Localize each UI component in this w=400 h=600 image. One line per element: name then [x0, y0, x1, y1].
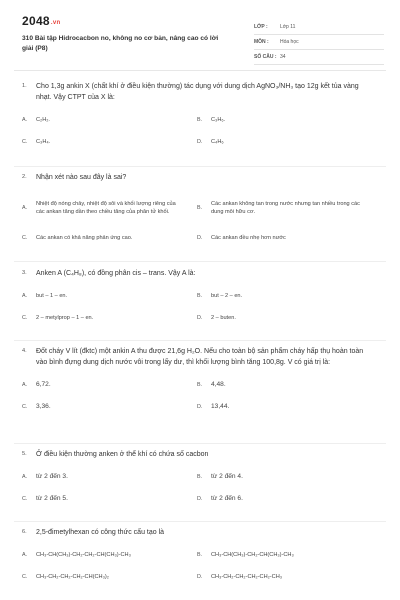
option-text: CH₃-CH₂-CH₂-CH₂-CH₂-CH₃: [211, 574, 283, 580]
meta-label: SỐ CÂU :: [254, 54, 277, 60]
question-header: [22, 527, 372, 538]
option-letter: C.: [22, 574, 28, 580]
options-grid: [22, 189, 372, 249]
option-text: từ 2 đến 3.: [36, 473, 68, 480]
meta-row-subject: [254, 35, 384, 50]
option-letter: D.: [197, 574, 203, 580]
option-d[interactable]: [197, 131, 372, 153]
question-text: Anken A (C₄H₈), có đồng phân cis – trans. Vậy A là:: [36, 270, 196, 277]
option-text: Các ankan không tan trong nước nhưng tan nhiều trong các dung môi hữu cơ.: [211, 200, 360, 215]
option-c[interactable]: [22, 488, 197, 510]
option-letter: B.: [197, 117, 203, 123]
question-5: [22, 449, 372, 510]
question-divider: [14, 340, 386, 341]
option-b[interactable]: [197, 189, 372, 227]
option-text: Các ankan có khả năng phản ứng cao.: [36, 235, 133, 241]
option-b[interactable]: [197, 466, 372, 488]
option-letter: A.: [22, 117, 28, 123]
option-text: 2 – metylprop – 1 – en.: [36, 315, 94, 321]
question-divider: [14, 521, 386, 522]
options-grid: [22, 466, 372, 510]
question-header: [22, 268, 372, 279]
option-letter: C.: [22, 496, 28, 502]
question-2: [22, 172, 372, 249]
question-header: [22, 449, 372, 460]
option-text: C₂H₂.: [36, 117, 50, 123]
question-divider: [14, 166, 386, 167]
option-c[interactable]: [22, 131, 197, 153]
site-logo[interactable]: [22, 14, 60, 28]
question-text: 2,5-đimetylhexan có công thức cấu tạo là: [36, 529, 165, 536]
options-grid: [22, 544, 372, 588]
option-letter: B.: [197, 552, 203, 558]
option-b[interactable]: [197, 285, 372, 307]
meta-row-class: [254, 20, 384, 35]
option-letter: A.: [22, 474, 28, 480]
option-letter: A.: [22, 205, 28, 211]
option-a[interactable]: [22, 466, 197, 488]
question-header: [22, 346, 372, 368]
option-letter: D.: [197, 235, 203, 241]
option-text: Các ankan đều nhẹ hơn nước: [211, 235, 286, 241]
meta-label: MÔN :: [254, 39, 269, 45]
option-letter: D.: [197, 315, 203, 321]
option-text: but – 2 – en.: [211, 293, 243, 299]
option-d[interactable]: [197, 488, 372, 510]
question-number: 1.: [22, 83, 27, 89]
header-divider: [14, 70, 386, 71]
question-number: 3.: [22, 270, 27, 276]
option-c[interactable]: [22, 227, 197, 249]
option-b[interactable]: [197, 109, 372, 131]
options-grid: [22, 109, 372, 153]
option-letter: D.: [197, 139, 203, 145]
meta-info: [254, 20, 384, 65]
question-number: 4.: [22, 348, 27, 354]
option-c[interactable]: [22, 396, 197, 418]
question-text: Ở điều kiện thường anken ở thể khí có chứa số cacbon: [36, 451, 209, 458]
question-divider: [14, 443, 386, 444]
option-text: C₃H₄.: [36, 139, 51, 145]
option-text: CH₃-CH₂-CH₂-CH₂-CH(CH₃)₂: [36, 574, 109, 580]
option-text: CH₃-CH(CH₃)-CH₂-CH₂-CH(CH₃)-CH₃: [36, 552, 131, 558]
option-letter: C.: [22, 404, 28, 410]
question-number: 6.: [22, 529, 27, 535]
option-c[interactable]: [22, 566, 197, 588]
option-letter: C.: [22, 139, 28, 145]
option-letter: A.: [22, 552, 28, 558]
option-text: C₄H₆: [211, 139, 224, 145]
option-letter: B.: [197, 382, 203, 388]
option-letter: A.: [22, 293, 28, 299]
question-text: Nhận xét nào sau đây là sai?: [36, 174, 127, 181]
option-letter: D.: [197, 496, 203, 502]
option-text: 3,36.: [36, 403, 51, 410]
option-text: Nhiệt độ nóng chảy, nhiệt độ sôi và khối lượng riêng của các ankan tăng dần theo chiều tăng của phân tử khối.: [36, 200, 176, 215]
option-text: từ 2 đến 6.: [211, 495, 243, 502]
option-a[interactable]: [22, 109, 197, 131]
option-b[interactable]: [197, 374, 372, 396]
meta-label: LỚP :: [254, 24, 268, 30]
option-text: từ 2 đến 5.: [36, 495, 68, 502]
option-text: but – 1 – en.: [36, 293, 68, 299]
option-a[interactable]: [22, 285, 197, 307]
question-3: [22, 268, 372, 329]
question-header: [22, 172, 372, 183]
question-4: [22, 346, 372, 418]
option-c[interactable]: [22, 307, 197, 329]
question-1: [22, 81, 372, 153]
option-d[interactable]: [197, 227, 372, 249]
logo-text: 2048: [22, 14, 50, 28]
option-text: 2 – buten.: [211, 315, 236, 321]
page-header: [22, 12, 382, 62]
option-letter: C.: [22, 315, 28, 321]
option-letter: C.: [22, 235, 28, 241]
option-text: 6,72.: [36, 381, 51, 388]
option-letter: A.: [22, 382, 28, 388]
option-b[interactable]: [197, 544, 372, 566]
option-text: 4,48.: [211, 381, 226, 388]
option-d[interactable]: [197, 566, 372, 588]
meta-value: Lớp 11: [280, 24, 296, 30]
option-text: từ 2 đến 4.: [211, 473, 243, 480]
option-text: CH₃-CH(CH₃)-CH₂-CH(CH₃)-CH₃: [211, 552, 294, 558]
option-a[interactable]: [22, 189, 197, 227]
option-d[interactable]: [197, 396, 372, 418]
options-grid: [22, 374, 372, 418]
question-number: 2.: [22, 174, 27, 180]
question-text: Cho 1,3g ankin X (chất khí ở điều kiện thường) tác dụng với dung dịch AgNO₃/NH₃ tạo 12g kết tủa vàng nhạt. Vậy CTPT của X là:: [36, 83, 359, 101]
option-text: C₃H₆.: [211, 117, 226, 123]
question-6: [22, 527, 372, 588]
meta-value: Hóa học: [280, 39, 299, 45]
question-text: Đốt cháy V lít (đktc) một ankin A thu được 21,6g H₂O. Nếu cho toàn bộ sản phẩm cháy hấp thụ hoàn toàn vào bình đựng dung dịch nước vôi trong lấy dư, thì khối lượng bình tăng 100,8g. V có giá trị là:: [36, 348, 364, 366]
page-title: 310 Bài tập Hidrocacbon no, không no cơ bản, nâng cao có lời giải (P8): [22, 35, 219, 52]
option-d[interactable]: [197, 307, 372, 329]
question-header: [22, 81, 372, 103]
options-grid: [22, 285, 372, 329]
option-a[interactable]: [22, 374, 197, 396]
meta-value: 34: [280, 54, 286, 60]
option-letter: B.: [197, 293, 203, 299]
question-divider: [14, 261, 386, 262]
meta-row-count: [254, 50, 384, 65]
option-letter: D.: [197, 404, 203, 410]
option-letter: B.: [197, 205, 203, 211]
question-number: 5.: [22, 451, 27, 457]
option-a[interactable]: [22, 544, 197, 566]
logo-suffix: .vn: [50, 20, 61, 26]
option-text: 13,44.: [211, 403, 230, 410]
option-letter: B.: [197, 474, 203, 480]
